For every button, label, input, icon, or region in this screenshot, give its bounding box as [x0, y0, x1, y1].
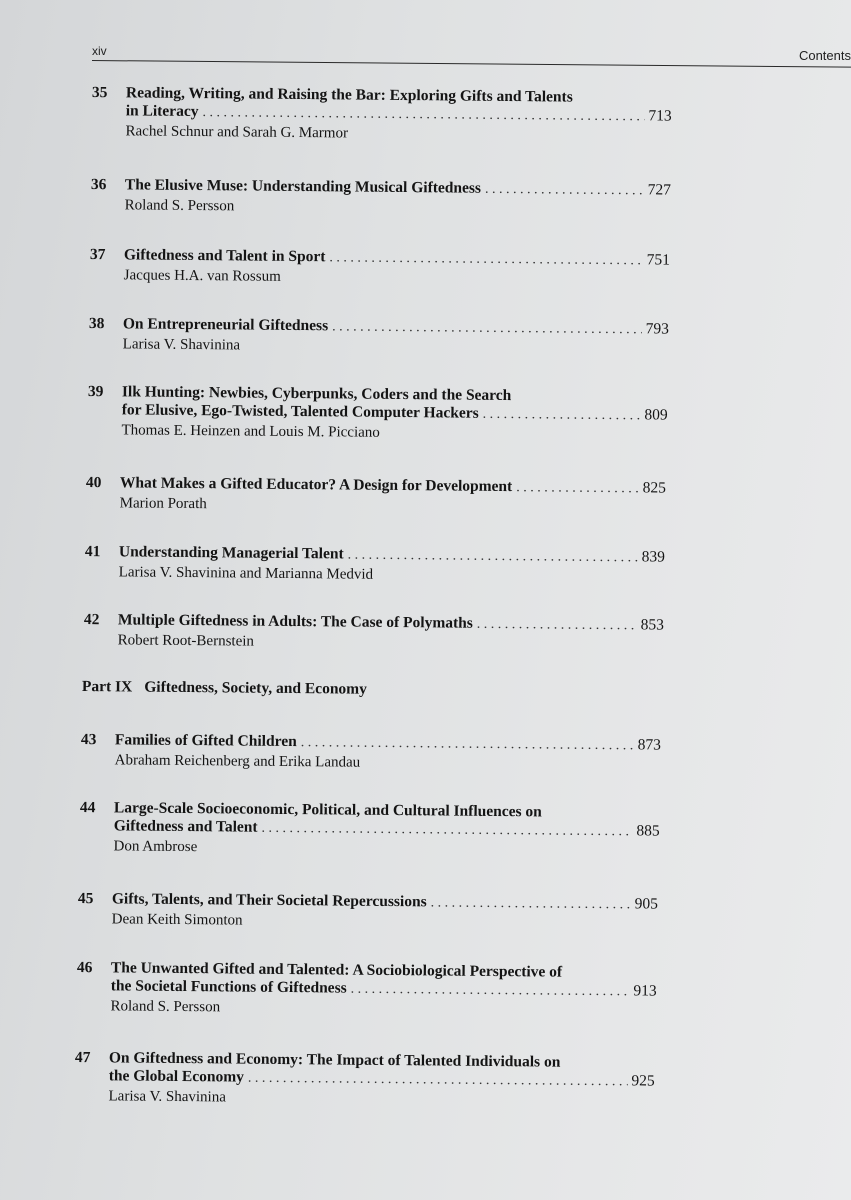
- chapter-authors: Marion Porath: [119, 495, 207, 513]
- chapter-title: What Makes a Gifted Educator? A Design for Development: [119, 474, 513, 496]
- chapter-page: 905: [634, 895, 658, 913]
- dot-leader: [483, 407, 641, 425]
- dot-leader: [351, 982, 630, 1001]
- chapter-authors: Larisa V. Shavinina: [122, 336, 241, 354]
- chapter-page: 713: [648, 107, 672, 125]
- chapter-page: 727: [647, 181, 671, 199]
- chapter-title: Large-Scale Socioeconomic, Political, and Cultural Influences on: [113, 799, 542, 821]
- chapter-page: 793: [645, 320, 669, 338]
- dot-leader: [262, 821, 633, 841]
- chapter-authors: Dean Keith Simonton: [111, 911, 243, 929]
- chapter-authors: Rachel Schnur and Sarah G. Marmor: [125, 123, 349, 142]
- chapter-authors: Don Ambrose: [113, 838, 198, 856]
- chapter-title: Understanding Managerial Talent: [118, 543, 344, 563]
- chapter-title: Families of Gifted Children: [114, 731, 297, 751]
- dot-leader: [202, 105, 644, 125]
- dot-leader: [431, 895, 631, 913]
- chapter-page: 873: [637, 736, 661, 754]
- toc-entry: [90, 246, 670, 290]
- chapter-title: Giftedness and Talent in Sport: [123, 246, 326, 266]
- part-label: Part IX: [81, 678, 133, 696]
- toc-entry: [79, 799, 660, 861]
- chapter-authors: Roland S. Persson: [124, 197, 235, 215]
- chapter-title: Reading, Writing, and Raising the Bar: Exploring Gifts and Talents: [125, 84, 573, 106]
- chapter-number: 42: [83, 611, 100, 629]
- chapter-title: Ilk Hunting: Newbies, Cyberpunks, Coders and the Search: [121, 383, 512, 405]
- toc-entry: [91, 176, 671, 220]
- chapter-page: 925: [631, 1072, 655, 1090]
- dot-leader: [485, 182, 644, 200]
- chapter-number: 43: [80, 731, 97, 749]
- chapter-number: 37: [89, 246, 106, 264]
- part-heading: [82, 678, 367, 699]
- chapter-authors: Roland S. Persson: [110, 998, 221, 1016]
- chapter-page: 751: [646, 251, 670, 269]
- toc-entry: [74, 1049, 655, 1111]
- chapter-authors: Robert Root-Bernstein: [117, 632, 255, 650]
- chapter-title: The Unwanted Gifted and Talented: A Sociobiological Perspective of: [110, 959, 563, 981]
- chapter-page: 913: [633, 982, 657, 1000]
- chapter-authors: Larisa V. Shavinina and Marianna Medvid: [118, 564, 374, 583]
- dot-leader: [301, 735, 634, 754]
- chapter-number: 47: [74, 1049, 91, 1067]
- chapter-title: Multiple Giftedness in Adults: The Case of Polymaths: [117, 611, 473, 632]
- chapter-number: 40: [85, 474, 102, 492]
- chapter-authors: Thomas E. Heinzen and Louis M. Picciano: [121, 422, 380, 441]
- chapter-authors: Larisa V. Shavinina: [108, 1088, 226, 1106]
- chapter-number: 39: [87, 383, 104, 401]
- chapter-title: The Elusive Muse: Understanding Musical Giftedness: [124, 176, 482, 197]
- chapter-authors: Jacques H.A. van Rossum: [123, 267, 281, 285]
- chapter-number: 35: [91, 84, 108, 102]
- running-header: Contents: [798, 48, 851, 63]
- toc-entry: [86, 474, 666, 518]
- chapter-page: 825: [642, 479, 666, 497]
- chapter-title-cont: in Literacy: [125, 102, 199, 121]
- chapter-authors: Abraham Reichenberg and Erika Landau: [114, 752, 361, 771]
- chapter-title-cont: the Global Economy: [108, 1067, 245, 1086]
- dot-leader: [516, 480, 639, 497]
- toc-entry: [81, 731, 661, 775]
- toc-entry: [84, 611, 664, 655]
- toc-entry: [89, 315, 669, 359]
- chapter-title-cont: the Societal Functions of Giftedness: [110, 977, 347, 997]
- chapter-title-cont: for Elusive, Ego-Twisted, Talented Computer Hackers: [121, 401, 479, 422]
- chapter-page: 809: [644, 406, 668, 424]
- chapter-page: 885: [636, 822, 660, 840]
- chapter-number: 41: [84, 543, 101, 561]
- chapter-title: On Giftedness and Economy: The Impact of Talented Individuals on: [108, 1049, 561, 1071]
- toc-entry: [78, 890, 658, 934]
- dot-leader: [348, 548, 638, 567]
- chapter-page: 853: [640, 616, 664, 634]
- page-number-roman: xiv: [92, 44, 107, 58]
- part-title: Giftedness, Society, and Economy: [144, 678, 367, 698]
- toc-entry: [76, 959, 657, 1021]
- toc-entry: [91, 84, 672, 146]
- chapter-number: 45: [77, 890, 94, 908]
- chapter-title: Gifts, Talents, and Their Societal Repercussions: [111, 890, 427, 911]
- chapter-title: On Entrepreneurial Giftedness: [122, 315, 329, 335]
- toc-entry: [87, 383, 668, 445]
- dot-leader: [332, 319, 642, 338]
- chapter-number: 44: [79, 799, 96, 817]
- chapter-title-cont: Giftedness and Talent: [113, 817, 258, 836]
- dot-leader: [329, 250, 642, 269]
- dot-leader: [248, 1071, 628, 1091]
- chapter-number: 36: [90, 176, 107, 194]
- toc-entry: [85, 543, 665, 587]
- chapter-number: 38: [88, 315, 105, 333]
- dot-leader: [477, 617, 637, 635]
- chapter-number: 46: [76, 959, 93, 977]
- chapter-page: 839: [641, 548, 665, 566]
